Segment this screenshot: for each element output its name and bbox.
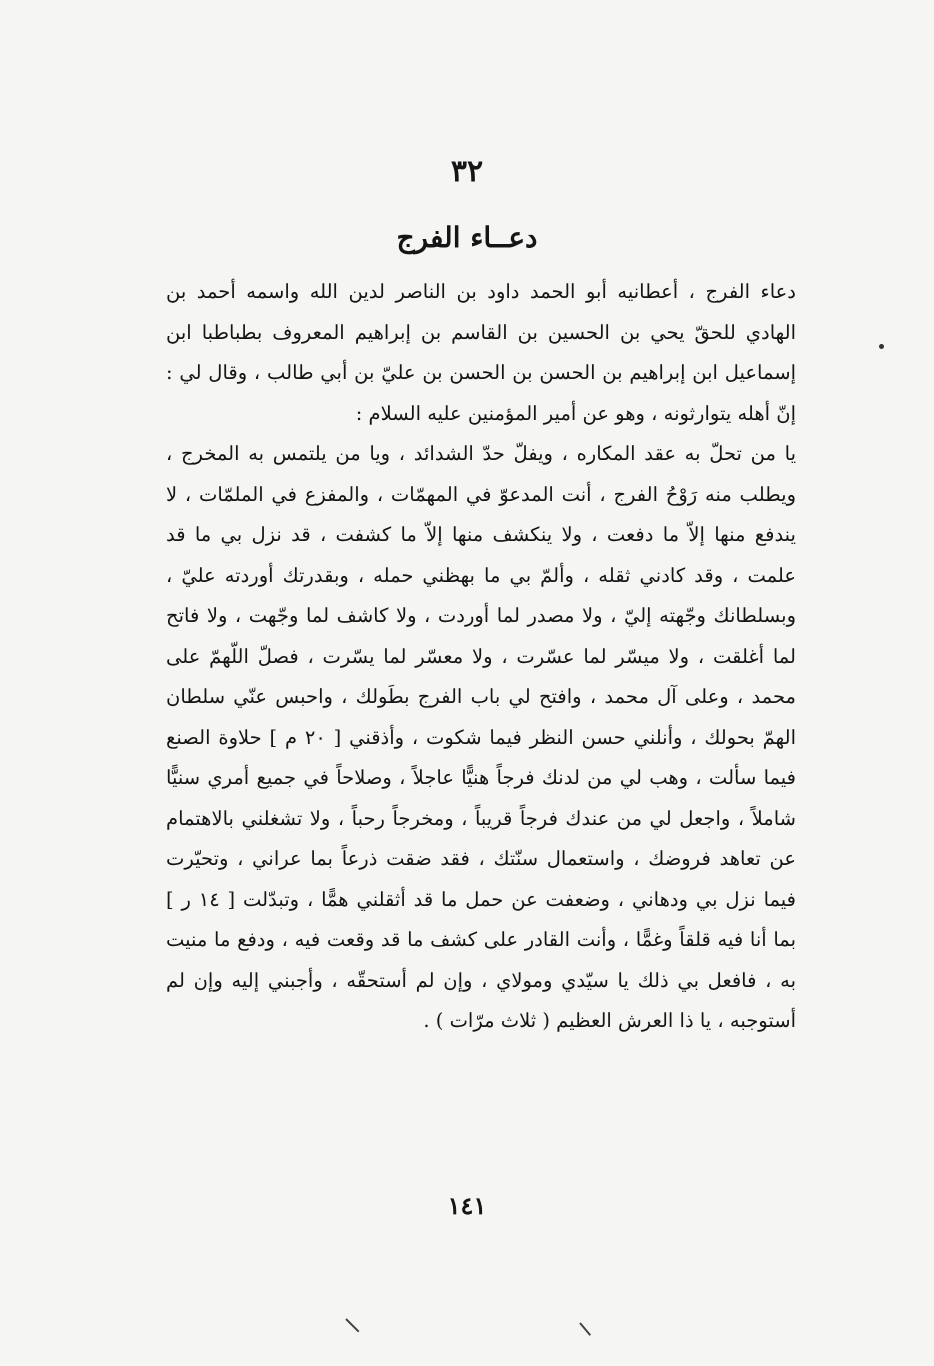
chapter-number: ٣٢ (450, 154, 484, 189)
scan-mark (579, 1322, 591, 1336)
prayer-paragraph: يا من تحلّ به عقد المكاره ، ويفلّ حدّ الشدائد ، ويا من يلتمس به المخرج ، ويطلب منه رَوْحُ الفرج ، أنت المدعوّ في المهمّات ، والمفزع في الملمّات ، لا يندفع منها إلاّ ما دفعت ، ولا ينكشف منها إلاّ ما كشفت ، قد نزل بي ما قد علمت ، وقد كادني ثقله ، وألمّ بي ما بهظني حمله ، وبقدرتك أوردته عليّ ، وبسلطانك وجّهته إليّ ، ولا مصدر لما أوردت ، ولا كاشف لما وجّهت ، ولا فاتح لما أغلقت ، ولا ميسّر لما عسّرت ، ولا معسّر لما يسّرت ، فصلّ اللّهمّ على محمد ، وعلى آل محمد ، وافتح لي باب الفرج بطَولك ، واحبس عنّي سلطان الهمّ بحولك ، وأنلني حسن النظر فيما شكوت ، وأذقني [ ٢٠ م ] حلاوة الصنع فيما سألت ، وهب لي من لدنك فرجاً هنيًّا عاجلاً ، وصلاحاً في جميع أمري سنيًّا شاملاً ، واجعل لي من عندك فرجاً قريباً ، ومخرجاً رحباً ، ولا تشغلني بالاهتمام عن تعاهد فروضك ، واستعمال سنّتك ، فقد ضقت ذرعاً بما عراني ، وتحيّرت فيما نزل بي ودهاني ، وضعفت عن حمل ما قد أثقلني همًّا ، وتبدّلت [ ١٤ ر ] بما أنا فيه قلقاً وغمًّا ، وأنت القادر على كشف ما قد وقعت فيه ، ودفع ما منيت به ، فافعل بي ذلك يا سيّدي ومولاي ، وإن لم أستحقّه ، وأجبني إليه وإن لم أستوجبه ، يا ذا العرش العظيم ( ثلاث مرّات ) . (166, 442, 797, 1032)
chapter-title: دعــاء الفرج (396, 221, 538, 254)
body-text (166, 272, 796, 1042)
page-number: ١٤١ (447, 1191, 487, 1220)
margin-dot (879, 344, 884, 349)
scan-mark (345, 1318, 359, 1332)
intro-paragraph: دعاء الفرج ، أعطانيه أبو الحمد داود بن الناصر لدين الله واسمه أحمد بن الهادي للحقّ يحي بن الحسين بن القاسم بن إبراهيم المعروف بطباطبا ابن إسماعيل ابن إبراهيم بن الحسن بن الحسن بن عليّ بن أبي طالب ، وقال لي : إنّ أهله يتوارثونه ، وهو عن أمير المؤمنين عليه السلام : (166, 280, 796, 425)
